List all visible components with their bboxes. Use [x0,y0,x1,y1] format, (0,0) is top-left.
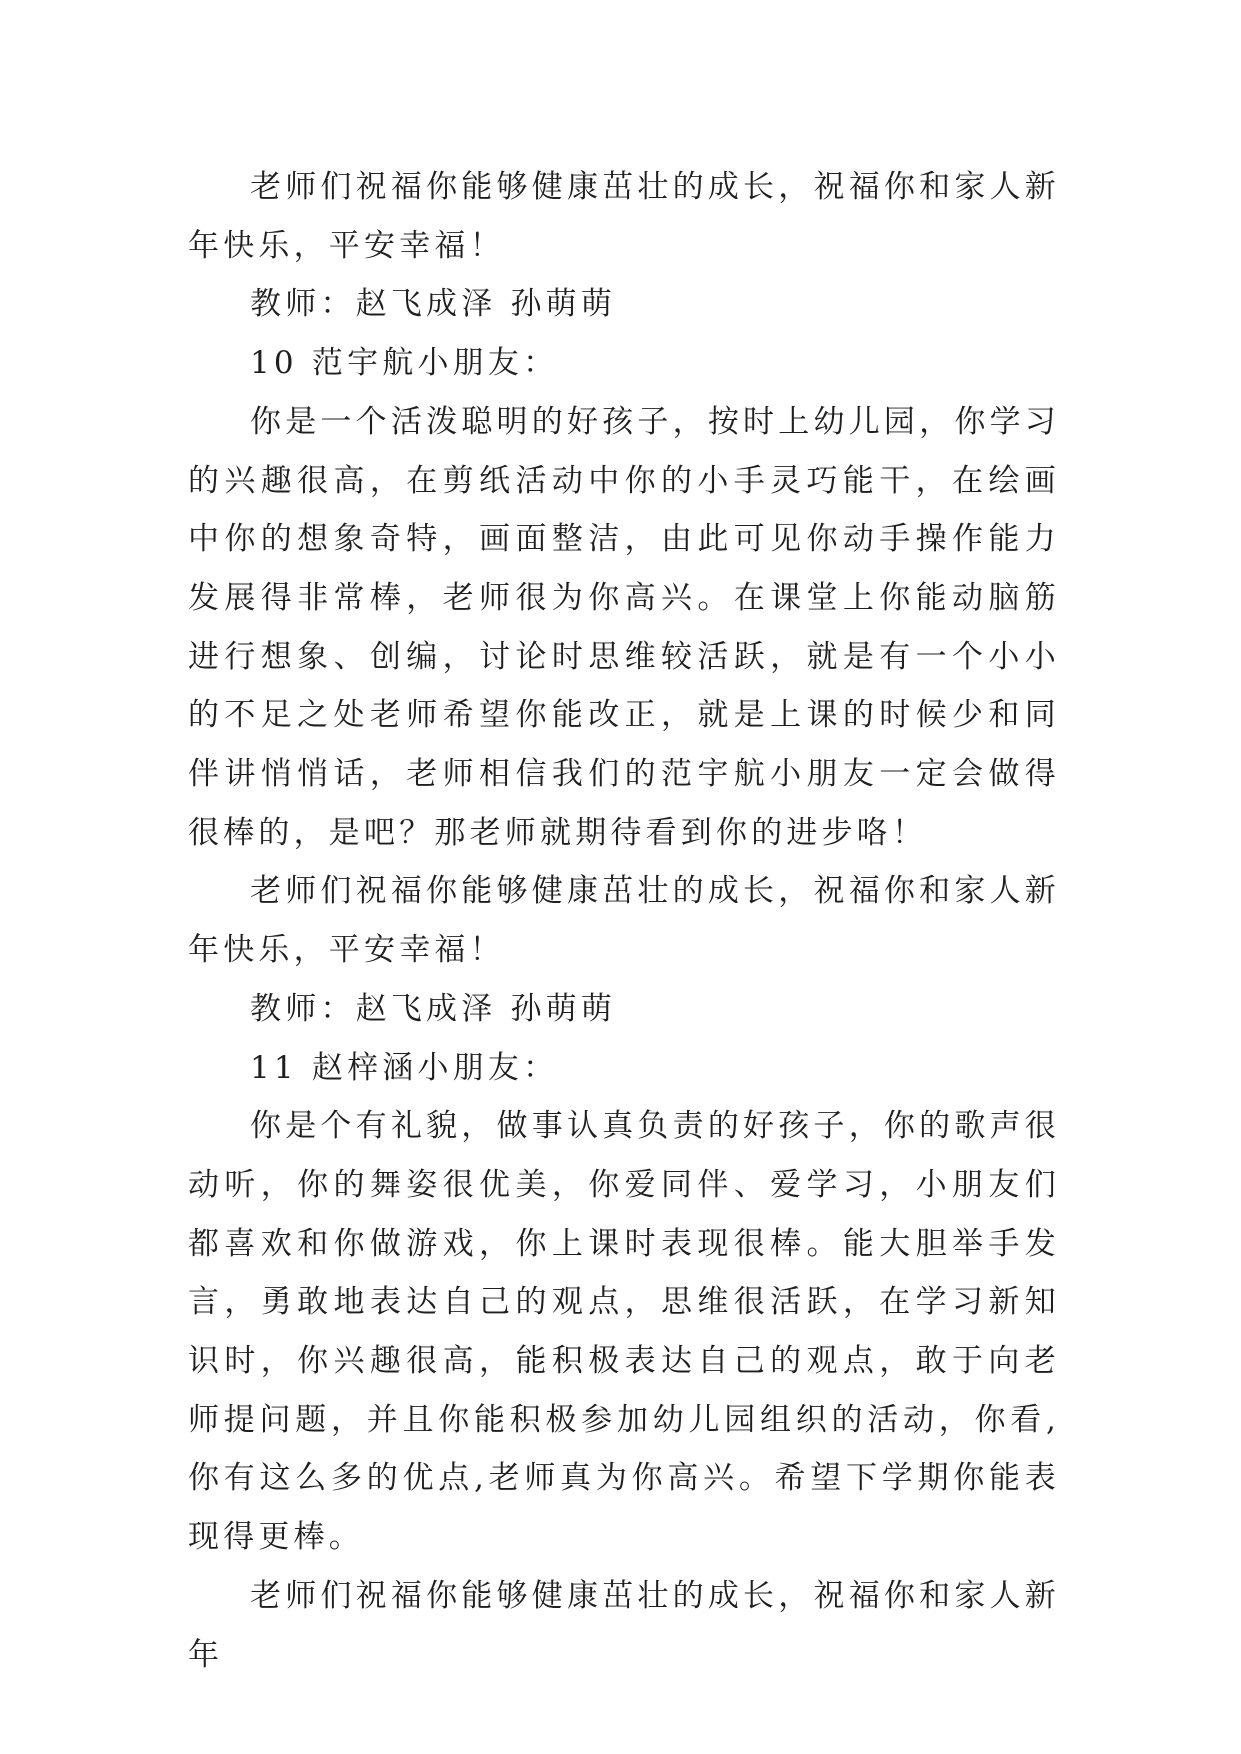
student-heading: 10 范宇航小朋友： [250,345,559,382]
student-heading: 11 赵梓涵小朋友： [250,1049,559,1086]
comment-paragraph: 你是一个活泼聪明的好孩子，按时上幼儿园，你学习的兴趣很高，在剪纸活动中你的小手灵巧能干，在绘画中你的想象奇特，画面整洁，由此可见你动手操作能力发展得非常棒，老师很为你高兴。在课堂上你能动脑筋进行想象、创编，讨论时思维较活跃，就是有一个小小的不足之处老师希望你能改正，就是上课的时候少和同伴讲悄悄话，老师相信我们的范宇航小朋友一定会做得很棒的，是吧？那老师就期待看到你的进步咯！ [188,403,1060,851]
document-page [188,158,1060,1684]
blessing-paragraph: 老师们祝福你能够健康茁壮的成长，祝福你和家人新年 [188,1577,1060,1673]
blessing-paragraph: 老师们祝福你能够健康茁壮的成长，祝福你和家人新年快乐，平安幸福！ [188,873,1060,969]
blessing-paragraph: 老师们祝福你能够健康茁壮的成长，祝福你和家人新年快乐，平安幸福！ [188,169,1060,264]
comment-paragraph: 你是个有礼貌，做事认真负责的好孩子，你的歌声很动听，你的舞姿很优美，你爱同伴、爱学习，小朋友们都喜欢和你做游戏，你上课时表现很棒。能大胆举手发言，勇敢地表达自己的观点，思维很活跃，在学习新知识时，你兴趣很高，能积极表达自己的观点，敢于向老师提问题，并且你能积极参加幼儿园组织的活动，你看,你有这么多的优点,老师真为你高兴。希望下学期你能表现得更棒。 [188,1108,1060,1556]
teacher-signature: 教师：赵飞成泽 孙萌萌 [250,286,617,323]
teacher-signature: 教师：赵飞成泽 孙萌萌 [250,990,617,1027]
